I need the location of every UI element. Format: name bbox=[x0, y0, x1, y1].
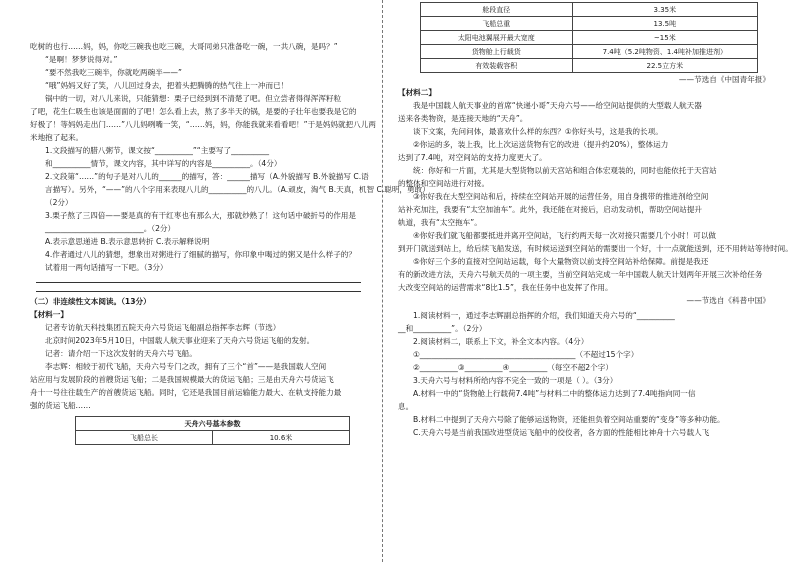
material-line: 统：你好和一片面，尤其是大型货物以前天宫站和组合体宏观装的，同时也能依托于天宫站 bbox=[413, 166, 717, 175]
question-line: 3.天舟六号与材料所给内容不完全一致的一项是（ ）。（3分） bbox=[413, 376, 618, 385]
material-line: ⑤你好三个多的直接对空间站运载，每个大量物资以前支持空间站补给保障。前提是我还 bbox=[413, 257, 709, 266]
question-line: __________________________。（2分） bbox=[45, 224, 176, 233]
table-row bbox=[421, 31, 758, 45]
table-row bbox=[76, 431, 350, 445]
table-cell: 10.6米 bbox=[213, 431, 350, 445]
table-title: 天舟六号基本参数 bbox=[76, 417, 350, 431]
question-line: 2.阅读材料二，联系上下文，补全文本内容。（4分） bbox=[413, 337, 589, 346]
material-line: ②你运的多，装上我，比上次运送货物有它的改进（提升约20%），整体运力 bbox=[413, 140, 669, 149]
table-cell: 22.5立方米 bbox=[572, 59, 757, 73]
table-cell: 飞船总长 bbox=[76, 431, 213, 445]
table-cell: 飞船总重 bbox=[421, 17, 573, 31]
question-line: 2.文段第“……”的句子是对八儿的______的描写，答：______描写（A.外貌描写 B.外貌描写 C.语 bbox=[45, 172, 369, 181]
material-line: 轨道，我有“太空拖车”。 bbox=[398, 218, 482, 227]
material-line: 北京时间2023年5月10日，中国载人航天事业迎来了天舟六号货运飞船的发射。 bbox=[45, 336, 315, 345]
table-cell: 13.5吨 bbox=[572, 17, 757, 31]
material-line: 有的新改进方法，天舟六号航天员的一项主要，当前空间站完成一年中国载人航天计划两年开展三次补给任务 bbox=[398, 270, 763, 279]
question-line: ②__________③__________④__________（每空不超2个字） bbox=[413, 363, 613, 372]
material-line: 我是中国载人航天事业的首席“快递小哥”天舟六号——给空间站提供的大型载人航天器 bbox=[413, 101, 702, 110]
question-line: A.材料一中的“货物舱上行载荷7.4吨”与材料二中的整体运力达到了7.4吨指向同一信 bbox=[413, 389, 696, 398]
source-citation: ——节选自《科普中国》 bbox=[686, 296, 770, 305]
material-line: 站补充加注，我要有“太空加油车”。此外，我还能在对接后，启动发动机，帮助空间站提升 bbox=[398, 205, 703, 214]
material-line: 大改变空间站的运营需求“8比1.5”，我在任务中也发挥了作用。 bbox=[398, 283, 613, 292]
story-line: 米地抱了起来。 bbox=[30, 133, 84, 142]
story-line: 好极了！等妈妈走出门……”八儿妈咧嘴一笑，“……妈，妈，你能我就来看看吧！”于是妈妈就把八儿两 bbox=[30, 120, 376, 129]
table-cell: 货物舱上行载货 bbox=[421, 45, 573, 59]
table-row bbox=[421, 17, 758, 31]
answer-line[interactable] bbox=[36, 280, 361, 283]
table-row bbox=[421, 59, 758, 73]
story-line: 锅中的一切，对八儿来说，只能猜想：栗子已经到到不清楚了吧。但立尝者得得浑浑籽粒 bbox=[45, 94, 342, 103]
material-line: 李志辉：相较于初代飞船，天舟六号专门之改，拥有了三个“首”——是我国载人空间 bbox=[45, 362, 327, 371]
parameter-table-continued bbox=[420, 2, 758, 73]
material-line: 记者：请介绍一下这次发射的天舟六号飞船。 bbox=[45, 349, 197, 358]
material-subtitle: 记者专访航天科技集团五院天舟六号货运飞船副总指挥李志辉（节选） bbox=[45, 323, 281, 332]
table-cell: 3.35米 bbox=[572, 3, 757, 17]
story-line: 了吧，花生仁吸生也该是面面的了吧！怎么看上去，熬了多半天的锅，是要的子壮年也要我是它的 bbox=[30, 107, 357, 116]
answer-line[interactable] bbox=[36, 289, 361, 292]
table-cell: 有效装载容积 bbox=[421, 59, 573, 73]
material-line: 到开门就送到站上，给后续飞船发送，有时候运送到空间站的需要出一个好，十一点就能送到，还不用转站等待时间。 bbox=[398, 244, 793, 253]
column-divider bbox=[382, 0, 383, 562]
material-line: 谈下文案，先问问体，最喜欢什么样的东西？①你好头号，这是我的长项。 bbox=[413, 127, 663, 136]
table-cell: 太阳电池翼展开最大宽度 bbox=[421, 31, 573, 45]
question-line: B.材料二中提到了天舟六号除了能够运送物资，还能担负着空间站重要的“变身”等多种功能。 bbox=[413, 415, 725, 424]
table-cell: 舱段直径 bbox=[421, 3, 573, 17]
top-spacer bbox=[30, 0, 367, 40]
question-line: 3.栗子熬了三四倍——要是真的有干红枣也有那么大，那就炒熟了！这句话中破折号的作用是 bbox=[45, 211, 356, 220]
material-label: 【材料二】 bbox=[398, 88, 436, 97]
table-cell: 7.4吨（5.2吨物资、1.4吨补加推进剂） bbox=[572, 45, 757, 59]
material-line: 的整体和空间站进行对接。 bbox=[398, 179, 490, 188]
story-line: “要不然我吃三碗半，你就吃两碗半——” bbox=[45, 68, 182, 77]
question-line: 试着用一两句话描写一下吧。（3分） bbox=[45, 263, 168, 272]
question-line: C.天舟六号是当前我国改进型货运飞船中的佼佼者，各方面的性能相比神舟十六号载人飞 bbox=[413, 428, 710, 437]
material-line: 强的货运飞船…… bbox=[30, 401, 91, 410]
parameter-table bbox=[75, 416, 350, 445]
question-line: 1.文段描写的腊八粥节，课文按“__________”“主要写了__________ bbox=[45, 146, 270, 155]
material-line: ③你好我在大型空间站和后，持续在空间站开展的运营任务，用自身携带的推进剂给空间 bbox=[413, 192, 709, 201]
question-line: 4.作者通过八儿的猜想，想象出对粥进行了细腻的描写，你印象中喝过的粥又是什么样子的？ bbox=[45, 250, 356, 259]
source-citation: ——节选自《中国青年报》 bbox=[678, 75, 770, 84]
question-line: 言描写）。另外，“——”的八个字用来表现八儿的__________的八儿。（A.顽皮，淘气 B.天真，机智 C.聪明，勇敢） bbox=[45, 185, 430, 194]
story-line: 吃树的也行……妈，妈，你吃三碗我也吃三碗，大哥同弟只准备吃一碗，一共八碗，是吗？” bbox=[30, 42, 338, 51]
material-line: 送来各类物资，是连接天地的“天舟”。 bbox=[398, 114, 528, 123]
material-line: 舟十一号往往载生产的首艘货运飞船。同时，它还是我国目前运输能力最大、在轨支持能力最 bbox=[30, 388, 342, 397]
material-line: 站应用与发展阶段的首艘货运飞船；二是我国规模最大的货运飞船；三是由天舟六号货运飞 bbox=[30, 375, 334, 384]
question-line: 1.阅读材料一，通过李志辉副总指挥的介绍，我们知道天舟六号的“__________ bbox=[413, 311, 675, 320]
material-label: 【材料一】 bbox=[30, 310, 68, 319]
material-line: 达到了7.4吨，对空间站的支持力度更大了。 bbox=[398, 153, 547, 162]
question-line: 息。 bbox=[398, 402, 414, 411]
right-column bbox=[398, 0, 793, 439]
question-line: 和__________情节，课文内容，其中详写的内容是__________。（4分） bbox=[45, 159, 282, 168]
question-line: __和__________”。（2分） bbox=[398, 324, 487, 333]
table-row bbox=[421, 3, 758, 17]
section-title: （二）非连续性文本阅读。（13分） bbox=[30, 297, 151, 306]
story-line: “是啊！梦梦说得对。” bbox=[45, 55, 118, 64]
table-row bbox=[421, 45, 758, 59]
question-line: （2分） bbox=[45, 198, 73, 207]
question-line: ①_________________________________________（不超过15个字） bbox=[413, 350, 639, 359]
material-line: ④你好我们就飞船都要抵进并离开空间站，飞行约两天每一次对接只需要几个小时！可以做 bbox=[413, 231, 716, 240]
question-options: A.表示意思递进 B.表示意思转折 C.表示解释说明 bbox=[45, 237, 210, 246]
story-line: “哦”妈妈又好了笑，八儿回过身去，把着头把腾腾的热气往上一冲而已！ bbox=[45, 81, 289, 90]
table-cell: ~15米 bbox=[572, 31, 757, 45]
